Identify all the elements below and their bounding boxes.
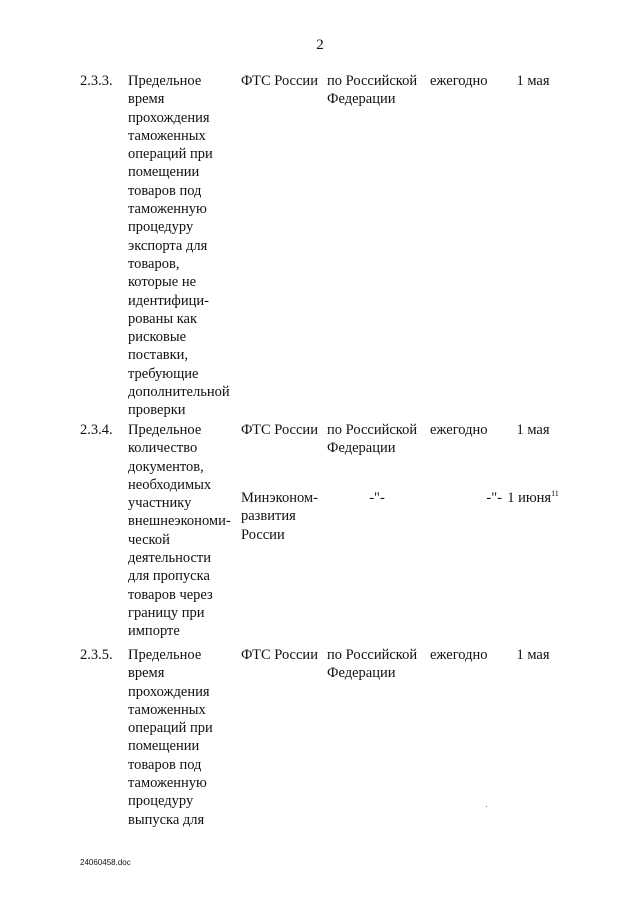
territory-scope: по Российской Федерации xyxy=(327,647,418,682)
frequency: ежегодно xyxy=(430,422,488,438)
document-filename: 24060458.doc xyxy=(80,858,131,867)
row-number: 2.3.3. xyxy=(80,73,113,89)
responsible-agency: ФТС России xyxy=(241,647,318,663)
responsible-agency: Минэконом- развития России xyxy=(241,490,318,543)
footnote-marker: 11 xyxy=(551,489,559,498)
territory-scope: по Российской Федерации xyxy=(327,422,418,457)
indicator-name: Предельное количество документов, необходимых участнику внешнеэкономи- ческой деятельности для пропуска товаров через границу при импорте xyxy=(128,422,231,640)
responsible-agency: ФТС России xyxy=(241,73,318,89)
indicator-name: Предельное время прохождения таможенных операций при помещении товаров под таможенную процедуру выпуска для xyxy=(128,647,213,828)
indicator-name: Предельное время прохождения таможенных операций при помещении товаров под таможенную процедуру экспорта для товаров, которые не идентифици- рованы как рисковые поставки, требующие дополнительной проверки xyxy=(128,73,230,419)
row-number: 2.3.5. xyxy=(80,647,113,663)
scan-speck xyxy=(486,806,487,807)
due-date xyxy=(503,489,563,507)
due-date: 1 мая xyxy=(516,73,550,89)
responsible-agency: ФТС России xyxy=(241,422,318,438)
row-number: 2.3.4. xyxy=(80,422,113,438)
territory-scope-ditto: -"- xyxy=(369,490,385,506)
due-date: 1 мая xyxy=(516,647,550,663)
due-date-text: 1 июня xyxy=(507,490,552,506)
page-number: 2 xyxy=(316,37,324,53)
frequency: ежегодно xyxy=(430,73,488,89)
due-date: 1 мая xyxy=(516,422,550,438)
frequency-ditto: -"- xyxy=(486,490,502,506)
territory-scope: по Российской Федерации xyxy=(327,73,418,108)
frequency: ежегодно xyxy=(430,647,488,663)
